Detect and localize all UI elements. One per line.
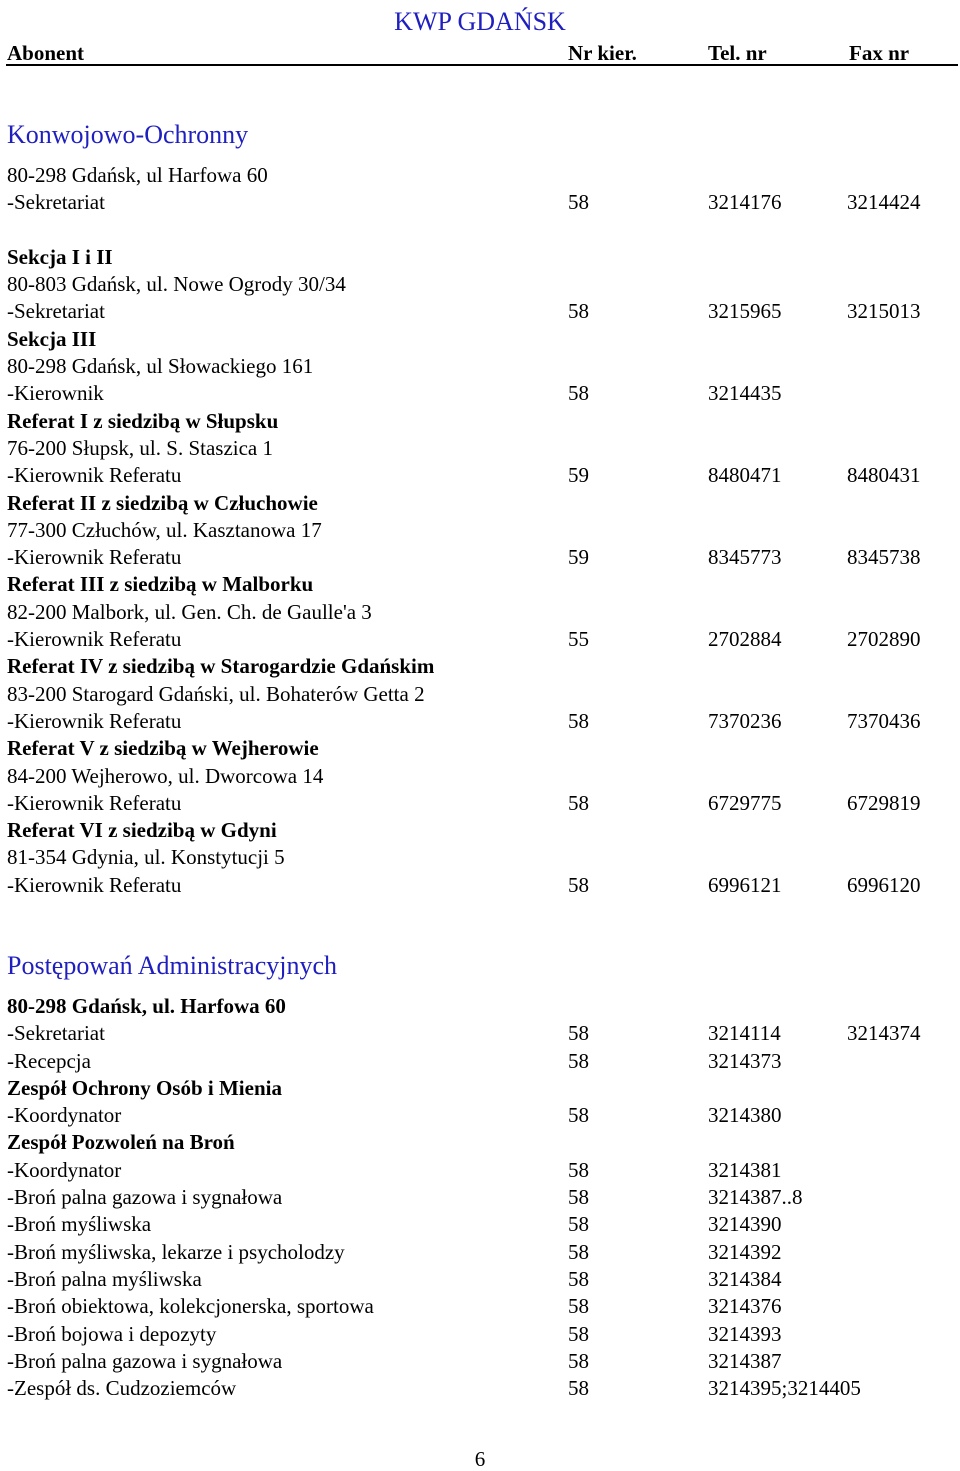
row-fax-nr: 3215013 [847,299,921,324]
row-label: 84-200 Wejherowo, ul. Dworcowa 14 [7,763,324,788]
row-nr-kier: 58 [568,1321,589,1346]
row-label: -Broń myśliwska [7,1212,152,1237]
table-row [0,1129,960,1156]
table-row [0,653,960,680]
row-tel-nr: 3214381 [708,1157,782,1182]
table-row [0,1266,960,1293]
table-row [0,1348,960,1375]
table-row [0,599,960,626]
table-row [0,1321,960,1348]
header-underline [6,64,958,66]
row-nr-kier: 55 [568,627,589,652]
table-row [0,1375,960,1402]
row-fax-nr: 7370436 [847,708,921,733]
row-tel-nr: 3214387 [708,1348,782,1373]
table-row [0,189,960,216]
table-row [0,817,960,844]
row-nr-kier: 58 [568,381,589,406]
row-tel-nr: 3214435 [708,381,782,406]
row-tel-nr: 6996121 [708,872,782,897]
row-label: -Kierownik Referatu [7,545,182,570]
row-label: -Sekretariat [7,299,105,324]
table-row [0,517,960,544]
row-tel-nr: 3214114 [708,1021,781,1046]
row-label: -Kierownik Referatu [7,708,182,733]
row-tel-nr: 3215965 [708,299,782,324]
row-label: 80-298 Gdańsk, ul Słowackiego 161 [7,354,314,379]
row-label: Referat III z siedzibą w Malborku [7,572,314,597]
row-nr-kier: 58 [568,1212,589,1237]
header-nr-kier: Nr kier. [568,41,637,65]
row-label: Referat II z siedzibą w Człuchowie [7,490,318,515]
row-label: -Kierownik Referatu [7,872,182,897]
row-label: -Kierownik Referatu [7,790,182,815]
row-nr-kier: 58 [568,708,589,733]
table-row [0,1048,960,1075]
row-tel-nr: 3214384 [708,1266,782,1291]
row-nr-kier: 58 [568,790,589,815]
row-nr-kier: 58 [568,1021,589,1046]
table-row [0,162,960,189]
row-fax-nr: 6729819 [847,790,921,815]
page-number: 6 [474,1447,486,1471]
row-tel-nr: 3214392 [708,1239,782,1264]
header-tel-nr: Tel. nr [708,41,767,65]
row-fax-nr: 8345738 [847,545,921,570]
row-tel-nr: 3214390 [708,1212,782,1237]
row-tel-nr: 3214387..8 [708,1185,803,1210]
row-label: Zespół Pozwoleń na Broń [7,1130,235,1155]
row-tel-nr: 3214373 [708,1048,782,1073]
row-tel-nr: 8345773 [708,545,782,570]
table-row [0,244,960,271]
table-row [0,408,960,435]
table-row [0,790,960,817]
row-label: 80-803 Gdańsk, ul. Nowe Ogrody 30/34 [7,272,346,297]
row-label: -Sekretariat [7,1021,105,1046]
row-nr-kier: 58 [568,1376,589,1401]
row-fax-nr: 3214424 [847,190,921,215]
row-label: -Zespół ds. Cudzoziemców [7,1376,237,1401]
header-abonent: Abonent [7,41,85,65]
table-row [0,380,960,407]
row-label: 80-298 Gdańsk, ul Harfowa 60 [7,163,268,187]
row-nr-kier: 59 [568,545,589,570]
table-row [0,626,960,653]
row-label: Referat VI z siedzibą w Gdyni [7,818,277,843]
row-nr-kier: 58 [568,1048,589,1073]
row-label: -Broń palna myśliwska [7,1266,202,1291]
row-label: 82-200 Malbork, ul. Gen. Ch. de Gaulle'a 3 [7,599,372,624]
table-row [0,435,960,462]
row-nr-kier: 58 [568,1103,589,1128]
row-nr-kier: 58 [568,1294,589,1319]
row-nr-kier: 58 [568,299,589,324]
row-nr-kier: 58 [568,1348,589,1373]
section-title-konwojowo: Konwojowo-Ochronny [7,120,249,149]
row-tel-nr: 3214176 [708,190,782,215]
table-row [0,298,960,325]
table-row [0,1211,960,1238]
table-row [0,1293,960,1320]
table-row [0,571,960,598]
row-label: -Broń palna gazowa i sygnałowa [7,1185,283,1210]
table-row [0,544,960,571]
table-row [0,1020,960,1047]
row-nr-kier: 58 [568,1266,589,1291]
row-tel-nr: 2702884 [708,627,782,652]
table-row [0,1239,960,1266]
row-nr-kier: 58 [568,190,589,215]
row-nr-kier: 58 [568,1157,589,1182]
row-label: -Kierownik [7,381,104,406]
row-tel-nr: 3214395;3214405 [708,1376,861,1401]
row-label: Sekcja III [7,326,97,351]
table-row [0,681,960,708]
row-label: -Koordynator [7,1157,122,1182]
row-tel-nr: 3214380 [708,1103,782,1128]
table-row [0,844,960,871]
column-header [0,40,960,67]
table-row [0,708,960,735]
table-row [0,993,960,1020]
row-label: 80-298 Gdańsk, ul. Harfowa 60 [7,994,286,1018]
table-row [0,271,960,298]
row-tel-nr: 3214376 [708,1294,782,1319]
row-label: -Sekretariat [7,190,105,215]
row-nr-kier: 58 [568,1185,589,1210]
row-tel-nr: 8480471 [708,463,782,488]
row-label: 77-300 Człuchów, ul. Kasztanowa 17 [7,517,322,542]
row-fax-nr: 8480431 [847,463,921,488]
table-row [0,490,960,517]
row-tel-nr: 7370236 [708,708,782,733]
table-row [0,326,960,353]
row-tel-nr: 3214393 [708,1321,782,1346]
row-label: Referat I z siedzibą w Słupsku [7,408,279,433]
table-row [0,763,960,790]
row-label: 81-354 Gdynia, ul. Konstytucji 5 [7,845,285,870]
section-administracyjnych-rows [0,993,960,1402]
table-row [0,1102,960,1129]
header-fax-nr: Fax nr [849,41,910,65]
row-nr-kier: 59 [568,463,589,488]
section-konwojowo-rows [0,162,960,899]
row-label: -Broń bojowa i depozyty [7,1321,217,1346]
row-nr-kier: 58 [568,1239,589,1264]
row-label: Zespół Ochrony Osób i Mienia [7,1075,282,1100]
table-row [0,872,960,899]
page-title: KWP GDAŃSK [394,7,566,36]
section-title-administracyjnych: Postępowań Administracyjnych [7,951,338,980]
row-fax-nr: 2702890 [847,627,921,652]
row-fax-nr: 6996120 [847,872,921,897]
row-label: 83-200 Starogard Gdański, ul. Bohaterów Getta 2 [7,681,425,706]
table-row [0,217,960,244]
table-row [0,1184,960,1211]
row-label: -Kierownik Referatu [7,463,182,488]
row-fax-nr: 3214374 [847,1021,921,1046]
row-label: -Koordynator [7,1103,122,1128]
row-label: Referat V z siedzibą w Wejherowie [7,736,319,761]
table-row [0,462,960,489]
row-nr-kier: 58 [568,872,589,897]
row-label: -Recepcja [7,1048,91,1073]
row-label: 76-200 Słupsk, ul. S. Staszica 1 [7,435,273,460]
table-row [0,353,960,380]
table-row [0,735,960,762]
table-row [0,1075,960,1102]
row-label: -Broń obiektowa, kolekcjonerska, sportowa [7,1294,374,1319]
table-row [0,1157,960,1184]
row-label: -Kierownik Referatu [7,627,182,652]
row-tel-nr: 6729775 [708,790,782,815]
row-label: -Broń palna gazowa i sygnałowa [7,1348,283,1373]
row-label: -Broń myśliwska, lekarze i psycholodzy [7,1239,345,1264]
row-label: Sekcja I i II [7,244,113,269]
row-label: Referat IV z siedzibą w Starogardzie Gdańskim [7,654,435,679]
